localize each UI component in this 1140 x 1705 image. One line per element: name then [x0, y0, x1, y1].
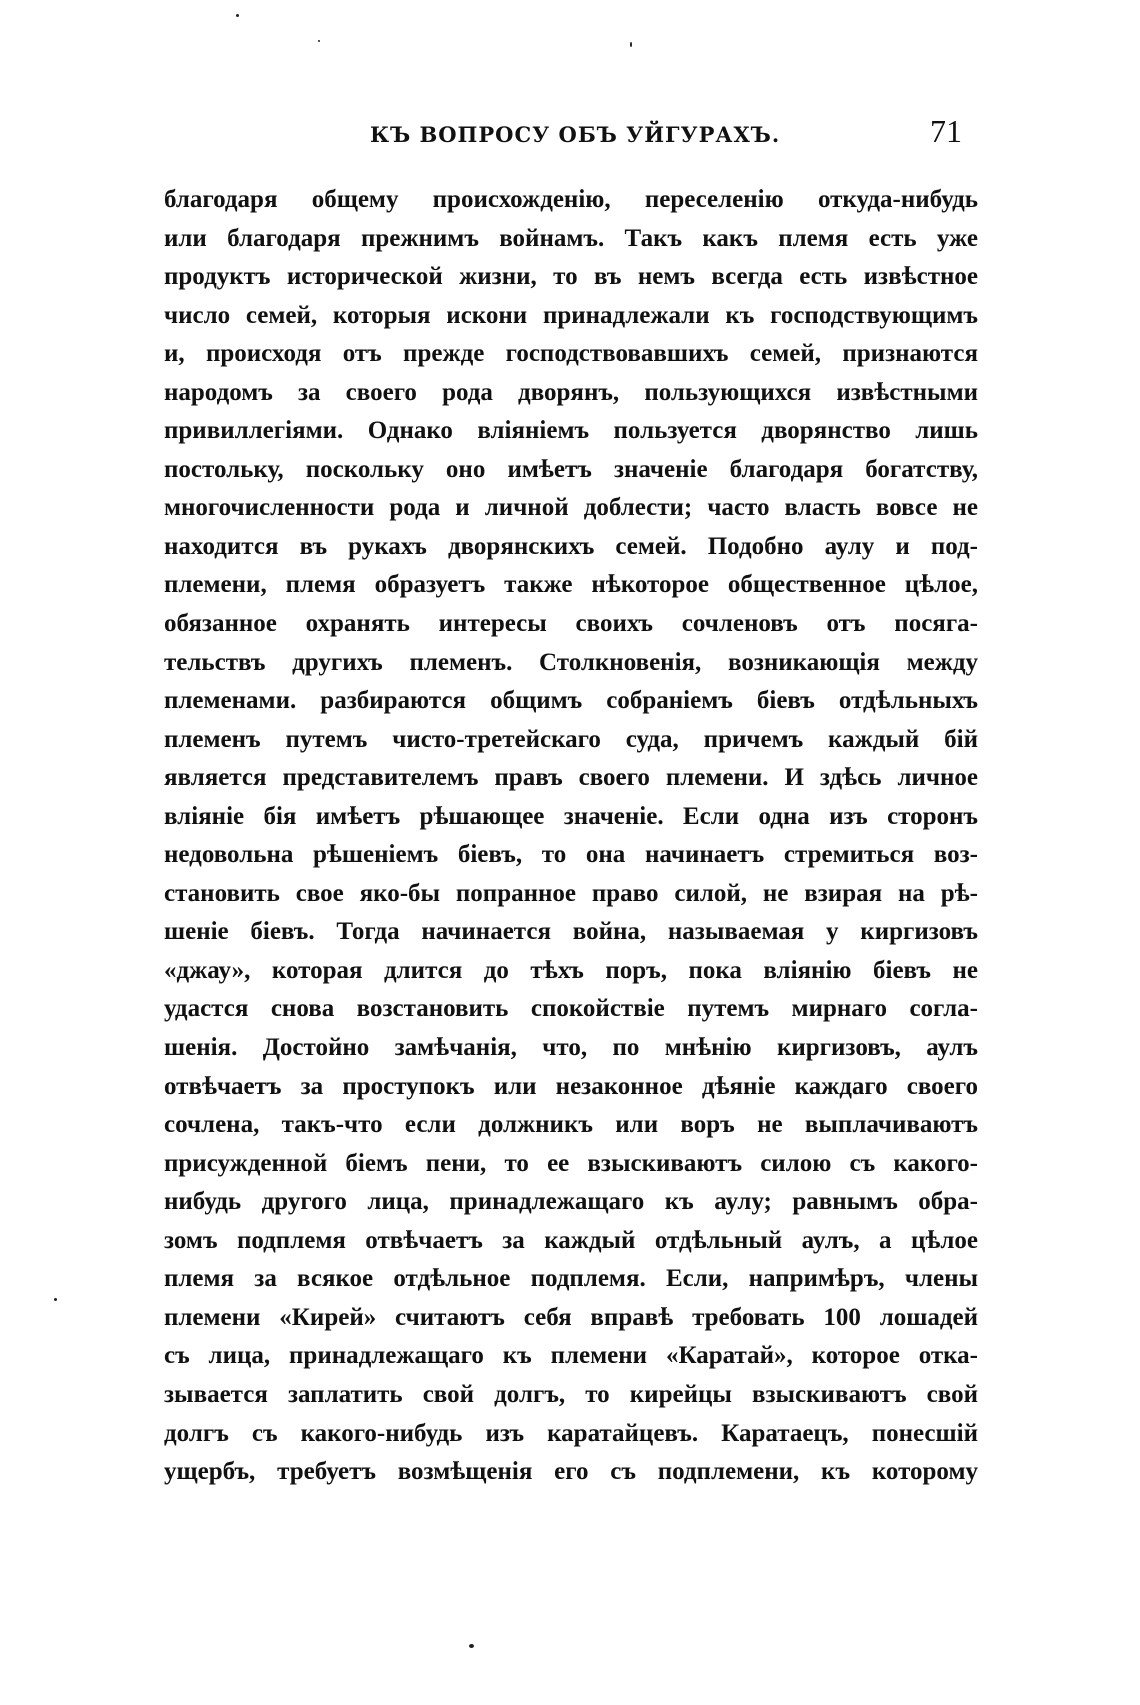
text-line: нибудь другого лица, принадлежащаго къ аулу; равнымъ обра- [164, 1188, 978, 1216]
page-header [0, 108, 1140, 158]
text-line: или благодаря прежнимъ войнамъ. Такъ какъ племя есть уже [164, 224, 978, 252]
body-text [164, 181, 978, 1492]
text-line: и, происходя отъ прежде господствовавшихъ семей, признаются [164, 340, 978, 368]
text-line: долгъ съ какого-нибудь изъ каратайцевъ. Каратаецъ, понесшій [164, 1419, 978, 1447]
text-line: обязанное охранять интересы своихъ сочленовъ отъ посяга- [164, 610, 978, 638]
text-line: племени, племя образуетъ также нѣкоторое общественное цѣлое, [164, 571, 978, 599]
text-line: недовольна рѣшеніемъ біевъ, то она начинаетъ стремиться воз- [164, 841, 978, 869]
text-line: вліяніе бія имѣетъ рѣшающее значеніе. Если одна изъ сторонъ [164, 802, 978, 830]
running-title: КЪ ВОПРОСУ ОБЪ УЙГУРАХЪ. [370, 122, 781, 147]
text-line: племенъ путемъ чисто-третейскаго суда, причемъ каждый бій [164, 725, 978, 753]
text-line: удастся снова возстановить спокойствіе путемъ мирнаго согла- [164, 995, 978, 1023]
text-line: племенами. разбираются общимъ собраніемъ біевъ отдѣльныхъ [164, 687, 978, 715]
text-line: зомъ подплемя отвѣчаетъ за каждый отдѣльный аулъ, а цѣлое [164, 1226, 978, 1254]
text-line: число семей, которыя искони принадлежали къ господствующимъ [164, 301, 978, 329]
text-line: сочлена, такъ-что если должникъ или воръ не выплачиваютъ [164, 1111, 978, 1139]
scan-speck [318, 40, 320, 42]
text-line: становить свое яко-бы попранное право силой, не взирая на рѣ- [164, 879, 978, 907]
text-line: тельствъ другихъ племенъ. Столкновенія, возникающія между [164, 648, 978, 676]
text-line: зывается заплатить свой долгъ, то кирейцы взыскиваютъ свой [164, 1380, 978, 1408]
text-line: привиллегіями. Однако вліяніемъ пользуется дворянство лишь [164, 417, 978, 445]
text-line: народомъ за своего рода дворянъ, пользующихся извѣстными [164, 378, 978, 406]
text-line: съ лица, принадлежащаго къ племени «Каратай», которое отка- [164, 1342, 978, 1370]
text-line: многочисленности рода и личной доблести; часто власть вовсе не [164, 494, 978, 522]
scan-speck [469, 1644, 474, 1648]
text-line: благодаря общему происхожденію, переселенію откуда-нибудь [164, 186, 978, 213]
text-line: находится въ рукахъ дворянскихъ семей. Подобно аулу и под- [164, 532, 978, 560]
text-line: племя за всякое отдѣльное подплемя. Если, напримѣръ, члены [164, 1265, 978, 1293]
text-line: постольку, поскольку оно имѣетъ значеніе благодаря богатству, [164, 455, 978, 483]
text-line: присужденной біемъ пени, то ее взыскиваютъ силою съ какого- [164, 1149, 978, 1177]
text-line: отвѣчаетъ за проступокъ или незаконное дѣяніе каждаго своего [164, 1072, 978, 1100]
scan-speck [236, 14, 239, 17]
text-line: шенія. Достойно замѣчанія, что, по мнѣнію киргизовъ, аулъ [164, 1034, 978, 1062]
text-line: «джау», которая длится до тѣхъ поръ, пока вліянію біевъ не [164, 956, 978, 984]
text-line: племени «Кирей» считаютъ себя вправѣ требовать 100 лошадей [164, 1303, 978, 1331]
text-line: шеніе біевъ. Тогда начинается война, называемая у киргизовъ [164, 918, 978, 946]
page-number: 71 [930, 113, 962, 149]
text-line: продуктъ исторической жизни, то въ немъ всегда есть извѣстное [164, 263, 978, 291]
text-line: является представителемъ правъ своего племени. И здѣсь личное [164, 764, 978, 792]
scan-speck [54, 1298, 57, 1301]
text-line: ущербъ, требуетъ возмѣщенія его съ подплемени, къ которому [164, 1458, 978, 1486]
scan-speck [630, 42, 632, 47]
